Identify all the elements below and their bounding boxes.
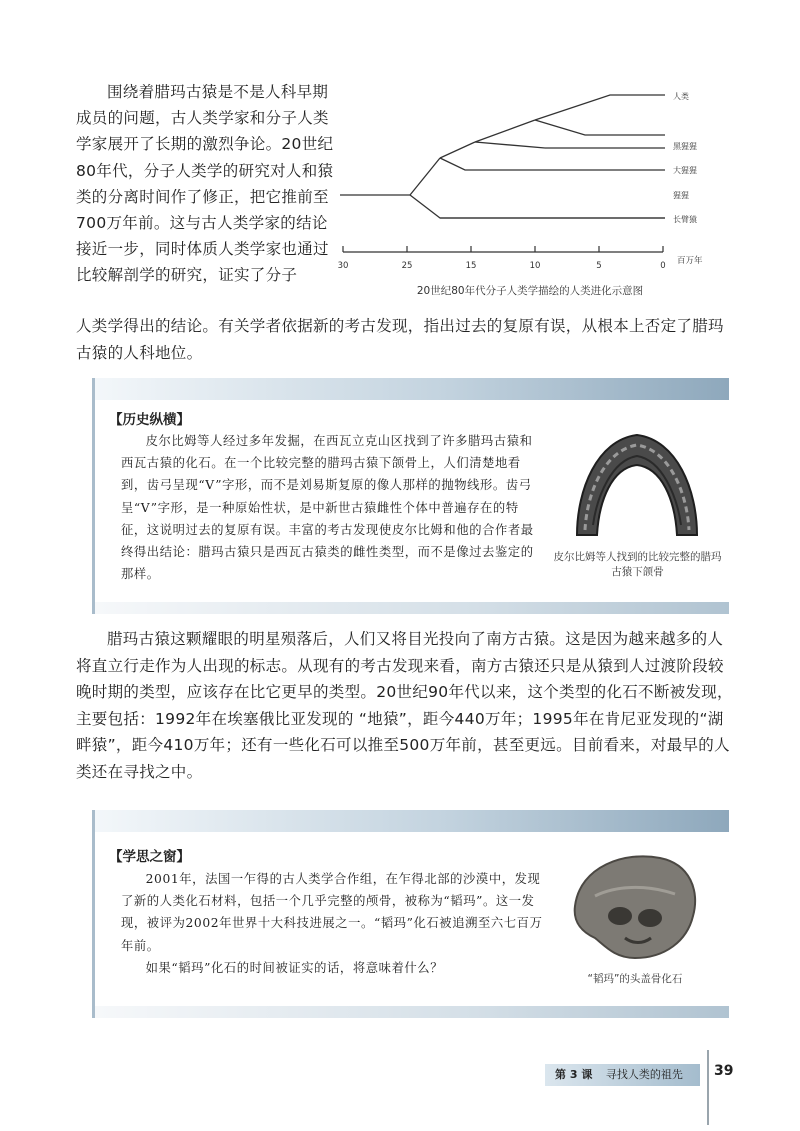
page-number: 39 [714, 1063, 734, 1079]
box-footer-band [95, 602, 729, 614]
box-title: 【历史纵横】 [109, 412, 190, 428]
intro-paragraph-continued: 人类学得出的结论。有关学者依据新的考古发现，指出过去的复原有误，从根本上否定了腊玛古猿的人科地位。 [76, 317, 724, 362]
intro-paragraph: 围绕着腊玛古猿是不是人科早期成员的问题，古人类学家和分子人类学家展开了长期的激烈争论。20世纪80年代，分子人类学的研究对人和猿类的分离时间作了修正，把它推前至700万年前。这与古人类学家的结论接近一步，同时体质人类学家也通过比较解剖学的研究，证实了分子 [76, 83, 334, 285]
tree-label-orangutan: 猩猩 [673, 191, 689, 200]
tree-label-gibbon: 长臂猿 [673, 215, 697, 224]
tree-label-chimp: 黑猩猩 [673, 142, 697, 151]
box-body-text: 2001年，法国一乍得的古人类学合作组，在乍得北部的沙漠中，发现了新的人类化石材料，包括一个几乎完整的颅骨，被称为“韬玛”。这一发现，被评为2002年世界十大科技进展之一。“韬玛”化石被追溯至六七百万年前。 [121, 872, 543, 953]
jawbone-image [557, 420, 717, 540]
tree-label-human: 人类 [673, 92, 689, 101]
tree-tick: 30 [337, 261, 349, 271]
skull-image [565, 846, 705, 964]
box-header-band [95, 378, 729, 400]
skull-caption: “韬玛”的头盖骨化石 [587, 973, 683, 985]
box-question-text: 如果“韬玛”化石的时间被证实的话，将意味着什么？ [145, 961, 444, 975]
tree-tick: 10 [529, 261, 541, 271]
tree-tick: 5 [596, 261, 602, 271]
tree-unit-label: 百万年 [677, 256, 703, 266]
box-header-band [95, 810, 729, 832]
box-body-text: 皮尔比姆等人经过多年发掘，在西瓦立克山区找到了许多腊玛古猿和西瓦古猿的化石。在一个比较完整的腊玛古猿下颌骨上，人们清楚地看到，齿弓呈现“V”字形，而不是刘易斯复原的像人那样的抛物线形。齿弓呈“V”字形，是一种原始性状，是中新世古猿雌性个体中普遍存在的特征，这说明过去的复原有误。丰富的考古发现使皮尔比姆和他的合作者最终得出结论：腊玛古猿只是西瓦古猿类的雌性类型，而不是像过去鉴定的那样。 [121, 434, 534, 582]
study-window-box [92, 810, 729, 1018]
history-sidebar-box [92, 378, 729, 614]
lesson-footer-bar [545, 1064, 700, 1086]
footer-divider [707, 1050, 709, 1125]
tree-tick: 15 [465, 261, 477, 271]
tree-label-gorilla: 大猩猩 [673, 166, 697, 175]
tree-caption: 20世纪80年代分子人类学描绘的人类进化示意图 [416, 285, 644, 297]
jawbone-caption: 皮尔比姆等人找到的比较完整的腊玛古猿下颌骨 [553, 551, 722, 578]
tree-tick: 0 [660, 261, 666, 271]
box-title: 【学思之窗】 [109, 849, 190, 865]
box-footer-band [95, 1006, 729, 1018]
lesson-number: 第 3 课 [555, 1068, 593, 1081]
southern-ape-paragraph: 腊玛古猿这颗耀眼的明星殒落后，人们又将目光投向了南方古猿。这是因为越来越多的人将直立行走作为人出现的标志。从现有的考古发现来看，南方古猿还只是从猿到人过渡阶段较晚时期的类型，应该存在比它更早的类型。20世纪90年代以来，这个类型的化石不断被发现，主要包括：1992年在埃塞俄比亚发现的 “地猿”，距今440万年；1995年在肯尼亚发现的“湖畔猿”，距今410万年；还有一些化石可以推至500万年前，甚至更远。目前看来，对最早的人类还在寻找之中。 [76, 630, 733, 781]
evolution-tree-diagram [335, 80, 735, 284]
tree-tick: 25 [401, 261, 413, 271]
lesson-title: 寻找人类的祖先 [605, 1068, 683, 1081]
